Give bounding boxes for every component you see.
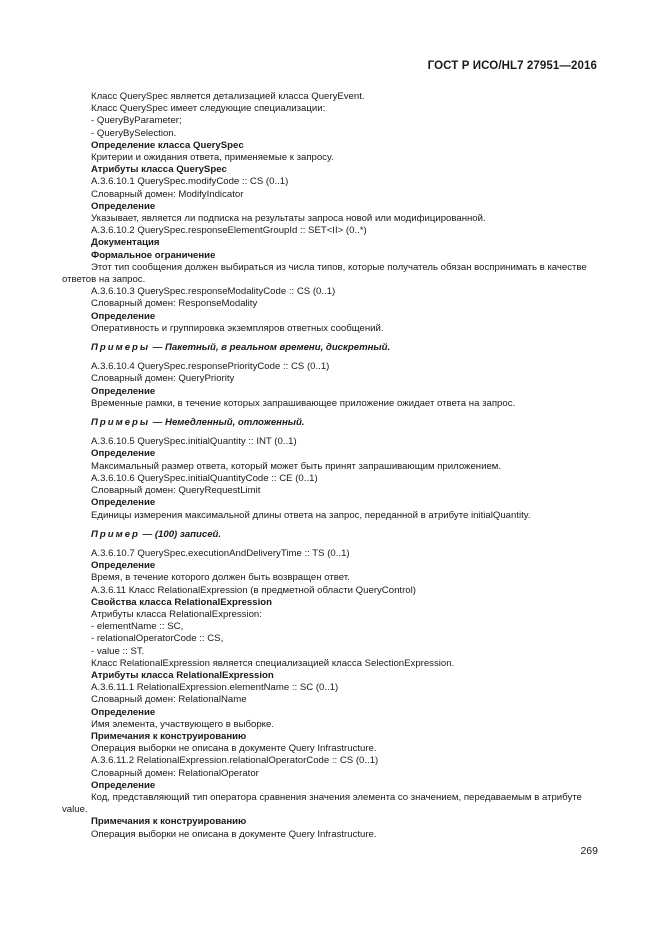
section-heading: Определение	[91, 310, 156, 322]
text-line: Максимальный размер ответа, который может быть принят запрашивающим приложением.	[91, 460, 502, 472]
document-body	[62, 91, 598, 841]
text-line: - value :: ST.	[91, 645, 145, 657]
section-heading: Определение	[91, 448, 156, 460]
example-note	[62, 342, 598, 354]
example-label: Пример	[91, 528, 140, 540]
section-heading: Определение	[91, 706, 156, 718]
section-heading: Атрибуты класса RelationalExpression	[91, 669, 274, 681]
text-line: A.3.6.10.6 QuerySpec.initialQuantityCode :: CE (0..1)	[91, 472, 318, 484]
text-line: A.3.6.10.4 QuerySpec.responsePriorityCode :: CS (0..1)	[91, 361, 330, 373]
text-line: Словарный домен: RelationalName	[91, 694, 247, 706]
text-line: A.3.6.11 Класс RelationalExpression (в предметной области QueryControl)	[91, 584, 416, 596]
example-note	[62, 529, 598, 541]
text-line: Класс QuerySpec имеет следующие специализации:	[91, 103, 326, 115]
text-line: Словарный домен: ModifyIndicator	[91, 188, 244, 200]
section-heading: Определение класса QuerySpec	[91, 139, 244, 151]
text-line: Оперативность и группировка экземпляров ответных сообщений.	[91, 322, 384, 334]
text-line: - elementName :: SC,	[91, 621, 184, 633]
text-line: Единицы измерения максимальной длины ответа на запрос, переданной в атрибуте initialQuantity.	[91, 509, 531, 521]
example-note	[62, 417, 598, 429]
text-line: A.3.6.10.5 QuerySpec.initialQuantity :: INT (0..1)	[91, 436, 297, 448]
section-heading: Определение	[91, 779, 156, 791]
text-line: - QueryByParameter;	[91, 115, 182, 127]
example-text: — Пакетный, в реальном времени, дискретный.	[150, 342, 391, 354]
text-line: Операция выборки не описана в документе Query Infrastructure.	[91, 828, 377, 840]
text-line: Код, представляющий тип оператора сравнения значения элемента со значением, передаваемым в атрибуте value.	[62, 791, 582, 816]
text-line: Класс RelationalExpression является специализацией класса SelectionExpression.	[91, 657, 455, 669]
text-line: Словарный домен: QueryRequestLimit	[91, 485, 261, 497]
text-line: Словарный домен: QueryPriority	[91, 373, 235, 385]
text-line: A.3.6.10.2 QuerySpec.responseElementGroupId :: SET<II> (0..*)	[91, 225, 367, 237]
section-heading: Атрибуты класса QuerySpec	[91, 164, 227, 176]
section-heading: Определение	[91, 200, 156, 212]
section-heading: Определение	[91, 497, 156, 509]
text-line: A.3.6.11.2 RelationalExpression.relationalOperatorCode :: CS (0..1)	[91, 755, 379, 767]
text-line: - QueryBySelection.	[91, 127, 177, 139]
example-label: Примеры	[91, 417, 151, 429]
text-line: A.3.6.11.1 RelationalExpression.elementName :: SC (0..1)	[91, 682, 339, 694]
section-heading: Определение	[91, 385, 156, 397]
document-header: ГОСТ Р ИСО/HL7 27951—2016	[427, 60, 597, 72]
section-heading: Документация	[91, 237, 160, 249]
section-heading: Примечания к конструированию	[91, 816, 247, 828]
section-heading: Свойства класса RelationalExpression	[91, 596, 272, 608]
text-line: Атрибуты класса RelationalExpression:	[91, 608, 262, 620]
text-line: - relationalOperatorCode :: CS,	[91, 633, 224, 645]
section-heading: Формальное ограничение	[91, 249, 216, 261]
page-number: 269	[580, 845, 598, 857]
section-heading: Определение	[91, 560, 156, 572]
text-line: Операция выборки не описана в документе Query Infrastructure.	[91, 743, 377, 755]
example-text: — Немедленный, отложенный.	[150, 417, 305, 429]
text-line: Этот тип сообщения должен выбираться из числа типов, которые получатель обязан воспринимать в качестве ответов на запрос.	[62, 261, 587, 286]
text-line: A.3.6.10.7 QuerySpec.executionAndDeliveryTime :: TS (0..1)	[91, 547, 350, 559]
example-text: — (100) записей.	[139, 528, 222, 540]
section-heading: Примечания к конструированию	[91, 730, 247, 742]
text-line: Время, в течение которого должен быть возвращен ответ.	[91, 572, 350, 584]
text-line: Временные рамки, в течение которых запрашивающее приложение ожидает ответа на запрос.	[91, 397, 516, 409]
text-line: A.3.6.10.3 QuerySpec.responseModalityCode :: CS (0..1)	[91, 286, 336, 298]
text-line: Имя элемента, участвующего в выборке.	[91, 718, 274, 730]
text-line: Класс QuerySpec является детализацией класса QueryEvent.	[91, 91, 365, 102]
text-line: Указывает, является ли подписка на результаты запроса новой или модифицированной.	[91, 213, 486, 225]
text-line: Словарный домен: RelationalOperator	[91, 767, 259, 779]
text-line: Критерии и ожидания ответа, применяемые к запросу.	[91, 152, 334, 164]
text-line: Словарный домен: ResponseModality	[91, 298, 258, 310]
example-label: Примеры	[91, 342, 151, 354]
text-line: A.3.6.10.1 QuerySpec.modifyCode :: CS (0..1)	[91, 176, 289, 188]
